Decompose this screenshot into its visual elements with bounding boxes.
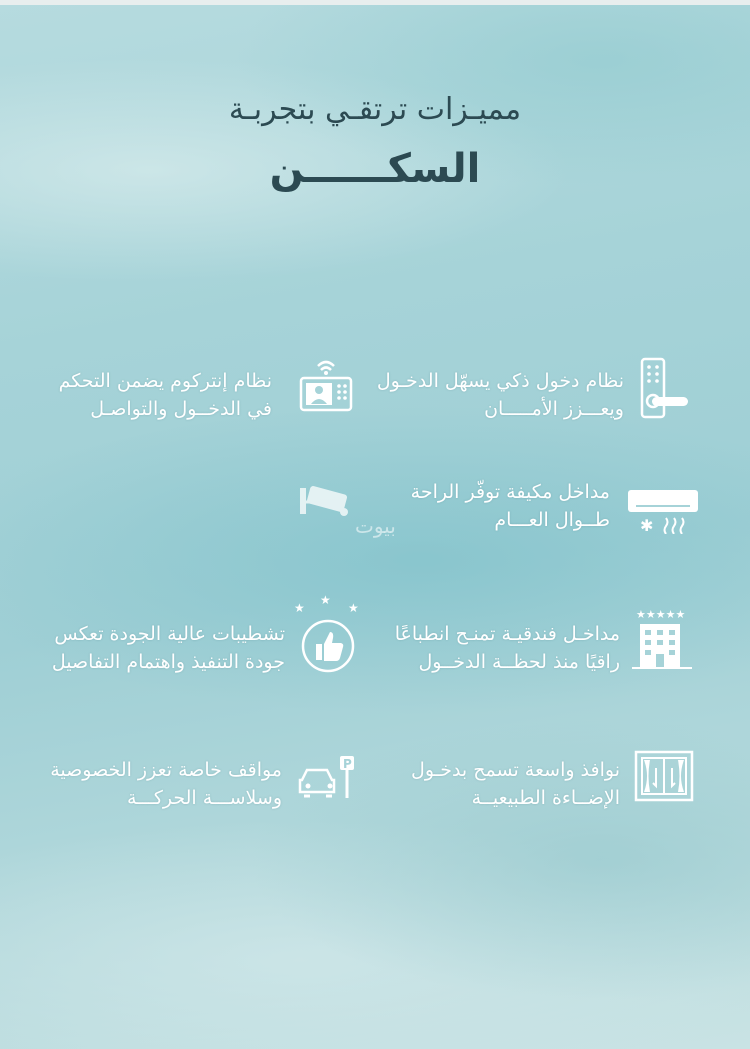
thumbs-up-icon <box>290 592 366 674</box>
air-conditioner-icon <box>626 488 700 534</box>
feature-parking <box>50 756 282 812</box>
feature-smart-entry-line1: نظام دخول ذكي يسهّل الدخـول <box>376 370 624 392</box>
svg-text:★★★★★: ★★★★★ <box>636 608 686 621</box>
feature-ac-entrances-line1: مداخل مكيفة توفّر الراحة <box>410 481 610 503</box>
window-icon <box>634 750 694 802</box>
feature-finishes-line1: تشطيبات عالية الجودة تعكس <box>54 623 285 645</box>
smart-lock-icon <box>638 357 690 419</box>
feature-windows-line1: نوافذ واسعة تسمح بدخـول <box>411 759 620 781</box>
svg-text:✱: ✱ <box>640 516 654 534</box>
feature-intercom <box>59 367 272 423</box>
feature-ac-entrances-line2: طــوال العـــام <box>494 509 610 531</box>
feature-parking-line1: مواقف خاصة تعزز الخصوصية <box>50 759 282 781</box>
feature-finishes <box>52 620 285 676</box>
feature-smart-entry-line2: ويعـــزز الأمـــــان <box>484 398 624 420</box>
feature-windows <box>411 756 620 812</box>
security-camera-icon <box>298 484 358 524</box>
top-border <box>0 0 750 5</box>
svg-text:★: ★ <box>348 601 359 615</box>
feature-hotel-entrances-line2: راقيًا منذ لحظــة الدخــول <box>418 651 620 673</box>
feature-intercom-line1: نظام إنتركوم يضمن التحكم <box>58 370 272 392</box>
intercom-icon <box>298 358 354 412</box>
feature-finishes-line2: جودة التنفيذ واهتمام التفاصيل <box>51 651 285 673</box>
page-subtitle: السكــــــن <box>269 146 481 192</box>
svg-text:★: ★ <box>320 593 331 607</box>
parking-icon <box>296 754 358 800</box>
svg-text:P: P <box>343 757 352 771</box>
feature-ac-entrances <box>411 478 610 534</box>
svg-text:★: ★ <box>294 601 305 615</box>
page-title: مميـزات ترتقـي بتجربـة <box>228 92 522 127</box>
feature-hotel-entrances <box>395 620 620 676</box>
feature-windows-line2: الإضــاءة الطبيعيــة <box>471 787 620 809</box>
feature-smart-entry <box>377 367 624 423</box>
feature-intercom-line2: في الدخــول والتواصـل <box>90 398 272 420</box>
feature-hotel-entrances-line1: مداخـل فندقيـة تمنـح انطباعًا <box>394 623 620 645</box>
feature-parking-line2: وسلاســـة الحركـــة <box>126 787 282 809</box>
hotel-building-icon <box>628 604 696 670</box>
watermark: بيوت <box>355 514 396 538</box>
